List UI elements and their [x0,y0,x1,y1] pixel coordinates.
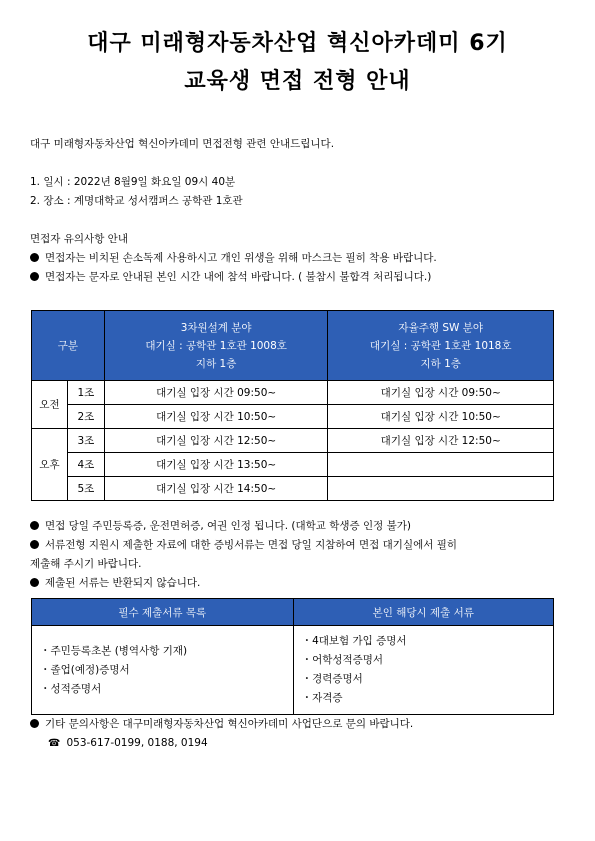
required-doc-item: ・졸업(예정)증명서 [40,663,130,676]
waiting-room: 대기실 : 공학관 1호관 1008호 [145,340,287,352]
floor: 지하 1층 [195,358,237,370]
time-cell [328,453,554,477]
group-cell: 1조 [67,381,104,405]
table-row [32,405,554,429]
phone-icon: ☎ [48,738,61,749]
optional-doc-item: ・4대보험 가입 증명서 [301,635,407,647]
time-cell: 대기실 입장 시간 10:50~ [328,405,554,429]
after-note-item [30,575,200,590]
bullet-icon [30,521,39,530]
bullet-icon [30,540,39,549]
phone-number: 053-617-0199, 0188, 0194 [66,737,208,749]
time-cell: 대기실 입장 시간 09:50~ [328,381,554,405]
notes-heading: 면접자 유의사항 안내 [30,233,128,245]
note-item [30,269,431,284]
bullet-icon [30,719,39,728]
optional-doc-item: ・경력증명서 [301,673,363,685]
required-doc-item: ・주민등록초본 (병역사항 기재) [40,644,188,657]
group-cell: 5조 [67,477,104,501]
time-cell [328,477,554,501]
documents-table [31,598,554,715]
contact-phone [48,737,208,749]
after-note-text: 서류전형 지원시 제출한 자료에 대한 증빙서류는 면접 당일 지참하여 면접 대기실에서 필히 [45,539,458,551]
time-cell: 대기실 입장 시간 09:50~ [104,381,328,405]
required-docs-cell [32,626,294,715]
waiting-room: 대기실 : 공학관 1호관 1018호 [369,340,512,352]
info-place: 2. 장소 : 계명대학교 성서캠퍼스 공학관 1호관 [30,195,243,207]
time-cell: 대기실 입장 시간 13:50~ [104,453,328,477]
info-date: 1. 일시 : 2022년 8월9일 화요일 09시 40분 [30,176,236,188]
after-note-text: 면접 당일 주민등록증, 운전면허증, 여권 인정 됩니다. (대학교 학생증 인정 불가) [45,520,412,532]
bullet-icon [30,578,39,587]
document-subtitle: 교육생 면접 전형 안내 [184,69,411,94]
table-row [32,477,554,501]
floor: 지하 1층 [420,358,461,370]
period-afternoon: 오후 [32,429,68,501]
field-name: 자율주행 SW 분야 [398,322,484,334]
after-note-text: 제출된 서류는 반환되지 않습니다. [45,577,201,589]
note-text: 면접자는 비치된 손소독제 사용하시고 개인 위생을 위해 마스크는 필히 착용 바랍니다. [45,252,437,264]
time-cell: 대기실 입장 시간 10:50~ [104,405,328,429]
header-field-3d [104,311,328,381]
required-docs-header: 필수 제출서류 목록 [32,599,294,626]
after-note-item [30,518,411,533]
note-text: 면접자는 문자로 안내된 본인 시간 내에 참석 바랍니다. ( 불참시 불합격 처리됩니다.) [45,271,432,283]
optional-docs-header: 본인 해당시 제출 서류 [293,599,553,626]
time-cell: 대기실 입장 시간 12:50~ [328,429,554,453]
time-cell: 대기실 입장 시간 14:50~ [104,477,328,501]
contact-note [30,716,413,731]
after-note-item [30,537,457,552]
table-row [32,453,554,477]
schedule-table [31,310,554,501]
optional-docs-cell [293,626,553,715]
contact-text: 기타 문의사항은 대구미래형자동차산업 혁신아카데미 사업단으로 문의 바랍니다. [45,718,414,730]
group-cell: 3조 [67,429,104,453]
time-cell: 대기실 입장 시간 12:50~ [104,429,328,453]
period-morning: 오전 [32,381,68,429]
field-name: 3차원설계 분야 [180,322,252,334]
group-cell: 2조 [67,405,104,429]
document-title: 대구 미래형자동차산업 혁신아카데미 6기 [87,31,508,56]
bullet-icon [30,253,39,262]
optional-doc-item: ・자격증 [301,692,343,704]
note-item [30,250,437,265]
group-cell: 4조 [67,453,104,477]
optional-doc-item: ・어학성적증명서 [301,654,384,666]
header-field-sw [328,311,554,381]
intro-text: 대구 미래형자동차산업 혁신아카데미 면접전형 관련 안내드립니다. [30,138,335,150]
table-row [32,381,554,405]
table-row [32,429,554,453]
after-note-continuation: 제출해 주시기 바랍니다. [30,558,142,570]
header-group: 구분 [32,311,105,381]
required-doc-item: ・성적증명서 [40,682,102,695]
bullet-icon [30,272,39,281]
